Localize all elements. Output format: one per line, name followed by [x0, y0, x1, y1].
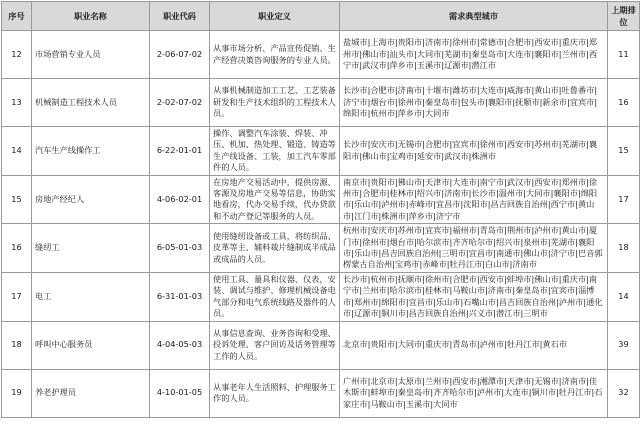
occupation-code: 6-31-01-03 [150, 272, 210, 321]
occupation-definition: 使用缝纫设备或工具，将纺织品、皮革等主、辅料裁片缝制成半成品或成品的人员。 [210, 224, 340, 273]
previous-rank: 39 [608, 321, 640, 369]
row-number: 12 [2, 31, 32, 79]
occupation-definition: 从事老年人生活照料、护理服务工作的人员。 [210, 369, 340, 417]
occupation-code: 6-05-01-03 [150, 224, 210, 273]
demand-cities: 盐城市|上海市|贵阳市|济南市|徐州市|常德市|合肥市|西安市|重庆市|郑州市|佛山市|汕头市|大同市|芜湖市|秦皇岛市|大连市|襄阳市|兰州市|西宁市|武汉市|萍乡市|玉溪市|辽源市|潜江市 [340, 31, 608, 79]
demand-cities: 杭州市|安庆市|苏州市|宜宾市|福州市|青岛市|荆州市|泸州市|黄山市|厦门市|徐州市|烟台市|哈尔滨市|齐齐哈尔市|绍兴市|泉州市|芜湖市|襄阳市|乐山市|昌吉回族自治州|三明市|宜昌市|南通市|佛山市|济宁市|巴音郭楞蒙古自治州|宝鸡市|赤峰市|牡丹江市|白山市|济南市 [340, 224, 608, 273]
table-row [2, 175, 640, 224]
previous-rank: 16 [608, 79, 640, 127]
occupation-definition: 在房地产交易活动中，提供房源、客源及房地产交易等信息，协助实地看房，代办交易手续，代办贷款和不动产登记等服务的人员。 [210, 175, 340, 224]
occupation-code: 4-04-05-03 [150, 321, 210, 369]
table-row [2, 224, 640, 273]
occupation-name: 房地产经纪人 [32, 175, 150, 224]
table-row [2, 321, 640, 369]
row-number: 14 [2, 127, 32, 176]
occupation-definition: 操作、调整汽车涂装、焊装、冲压、机加、热处理、锻造、铸造等生产线设备、工装，加工汽车零部件的人员。 [210, 127, 340, 176]
row-number: 19 [2, 369, 32, 417]
occupation-code: 4-06-02-01 [150, 175, 210, 224]
occupation-code: 2-02-07-02 [150, 79, 210, 127]
header-def: 职业定义 [210, 2, 340, 31]
row-number: 16 [2, 224, 32, 273]
row-number: 18 [2, 321, 32, 369]
row-number: 15 [2, 175, 32, 224]
table-row [2, 272, 640, 321]
previous-rank: 18 [608, 224, 640, 273]
occupation-name: 市场营销专业人员 [32, 31, 150, 79]
demand-cities: 长沙市|安庆市|无锡市|合肥市|宜宾市|徐州市|西安市|苏州市|芜湖市|襄阳市|佛山市|宝鸡市|延安市|武汉市|株洲市 [340, 127, 608, 176]
occupation-name: 呼叫中心服务员 [32, 321, 150, 369]
occupation-code: 4-10-01-05 [150, 369, 210, 417]
occupation-code: 2-06-07-02 [150, 31, 210, 79]
occupation-definition: 从事市场分析、产品宣传促销、生产经营决策咨询服务的专业人员。 [210, 31, 340, 79]
occupation-name: 电工 [32, 272, 150, 321]
previous-rank: 14 [608, 272, 640, 321]
table-row [2, 31, 640, 79]
occupation-name: 汽车生产线操作工 [32, 127, 150, 176]
occupation-name: 机械制造工程技术人员 [32, 79, 150, 127]
table-row [2, 127, 640, 176]
demand-cities: 北京市|贵阳市|大同市|重庆市|青岛市|泸州市|牡丹江市|黄石市 [340, 321, 608, 369]
occupation-name: 缝纫工 [32, 224, 150, 273]
occupation-code: 6-22-01-01 [150, 127, 210, 176]
header-row [2, 2, 640, 31]
demand-cities: 广州市|北京市|太原市|兰州市|西安市|湘潭市|天津市|无锡市|济南市|佳木斯市|蚌埠市|秦皇岛市|齐齐哈尔市|泸州市|大连市|铜川市|牡丹江市|石家庄市|马鞍山市|玉溪市|大同市 [340, 369, 608, 417]
header-code: 职业代码 [150, 2, 210, 31]
header-name: 职业名称 [32, 2, 150, 31]
previous-rank: 17 [608, 175, 640, 224]
demand-cities: 长沙市|杭州市|抚顺市|徐州市|合肥市|西安市|蚌埠市|佛山市|重庆市|南宁市|兰州市|哈尔滨市|桂林市|马鞍山市|济南市|秦皇岛市|宜宾市|淄博市|郑州市|绵阳市|宜昌市|乐山市|石嘴山市|昌吉回族自治州|泸州市|通化市|辽源市|铜川市|昌吉回族自治州|兴义市|潜江市|三明市 [340, 272, 608, 321]
occupation-table-container [1, 1, 639, 425]
table-row [2, 369, 640, 417]
header-rank: 上期排位 [608, 2, 640, 31]
header-cities: 需求典型城市 [340, 2, 608, 31]
occupation-name: 养老护理员 [32, 369, 150, 417]
row-number: 17 [2, 272, 32, 321]
occupation-definition: 从事信息查询、业务咨询和受理、投诉处理、客户回访及话务管理等工作的人员。 [210, 321, 340, 369]
occupation-table [1, 1, 640, 418]
table-row [2, 79, 640, 127]
previous-rank: 15 [608, 127, 640, 176]
occupation-definition: 从事机械制造加工工艺、工艺装备研发和生产技术组织的工程技术人员。 [210, 79, 340, 127]
demand-cities: 长沙市|合肥市|济南市|十堰市|潍坊市|大连市|威海市|黄山市|吐鲁番市|济宁市|烟台市|徐州市|秦皇岛市|包头市|襄阳市|抚顺市|新余市|宜宾市|绵阳市|杭州市|萍乡市|大同市 [340, 79, 608, 127]
demand-cities: 南京市|贵阳市|佛山市|天津市|大连市|南宁市|武汉市|西安市|郑州市|徐州市|合肥市|桂林市|绍兴市|济南市|长沙市|温州市|大同市|襄阳市|绵阳市|乐山市|泸州市|赤峰市|宜昌市|沈阳市|昌吉回族自治州|西宁市|黄山市|江门市|株洲市|萍乡市|济宁市 [340, 175, 608, 224]
previous-rank: 32 [608, 369, 640, 417]
row-number: 13 [2, 79, 32, 127]
header-num: 序号 [2, 2, 32, 31]
previous-rank: 11 [608, 31, 640, 79]
occupation-definition: 使用工具、量具和仪器、仪表，安装、调试与维护、修理机械设备电气部分和电气系统线路及器件的人员。 [210, 272, 340, 321]
